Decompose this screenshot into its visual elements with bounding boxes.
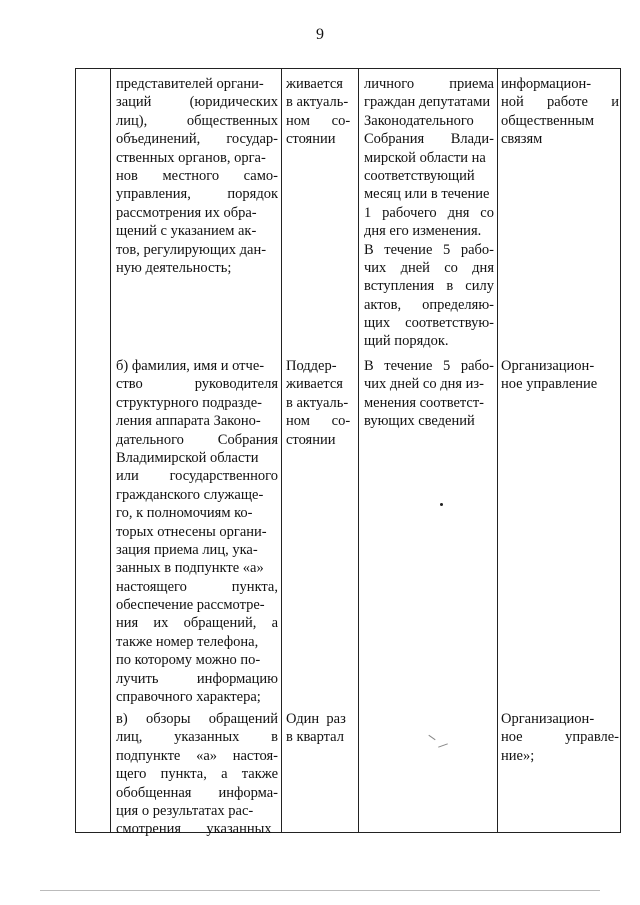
- cell-line: живается: [286, 76, 343, 92]
- cell-line: чих дней со дня: [364, 259, 494, 276]
- cell-line: настоящего пункта,: [116, 578, 278, 595]
- cell-line: граждан депутатами: [364, 94, 491, 111]
- cell-line: личного приема: [364, 76, 494, 92]
- cell-line: Владимирской области: [116, 449, 259, 466]
- cell-line: В течение 5 рабо-: [364, 241, 494, 258]
- column-divider: [281, 69, 282, 832]
- cell-line: ное управление: [501, 376, 598, 393]
- scan-smudge-mark: [438, 743, 448, 747]
- cell-line: чих дней со дня из-: [364, 376, 484, 393]
- cell-line: представителей органи-: [116, 76, 264, 92]
- page-number: 9: [316, 26, 324, 43]
- cell-line: справочного характера;: [116, 689, 261, 706]
- cell-line: стоянии: [286, 431, 336, 448]
- cell-line: Организацион-: [501, 711, 595, 727]
- cell-line: ственных органов, орга-: [116, 149, 266, 166]
- cell-line: В течение 5 рабо-: [364, 358, 494, 374]
- cell-line: структурного подразде-: [116, 394, 262, 411]
- cell-line: подпункте «а» настоя-: [116, 747, 278, 764]
- row1-col4-text: [501, 75, 619, 149]
- cell-line: го, к полномочиям ко-: [116, 505, 253, 522]
- cell-line: Собрания Влади-: [364, 131, 494, 148]
- cell-line: зация приема лиц, ука-: [116, 541, 258, 558]
- cell-line: вующих сведений: [364, 413, 475, 430]
- cell-line: вступления в силу: [364, 278, 494, 295]
- row2-col1-text: [116, 357, 278, 706]
- cell-line: объединений, государ-: [116, 131, 278, 148]
- cell-line: дательного Собрания: [116, 431, 278, 448]
- cell-line: стоянии: [286, 131, 336, 148]
- cell-line: живается: [286, 376, 343, 393]
- page-bottom-edge: [40, 890, 600, 891]
- cell-line: ное управле-: [501, 729, 619, 746]
- cell-line: тов, регулирующих дан-: [116, 241, 267, 258]
- cell-line: ние»;: [501, 747, 535, 764]
- row2-col3-text: [364, 357, 494, 431]
- cell-line: менения соответст-: [364, 394, 485, 411]
- cell-line: в актуаль-: [286, 394, 349, 411]
- cell-line: щего пункта, а также: [116, 766, 278, 783]
- cell-line: ления аппарата Законо-: [116, 413, 261, 430]
- cell-line: или государственного: [116, 468, 278, 485]
- cell-line: лиц, указанных в: [116, 729, 278, 746]
- cell-line: управления, порядок: [116, 186, 278, 203]
- cell-line: щих соответствую-: [364, 315, 494, 332]
- cell-line: связям: [501, 131, 543, 148]
- row1-col2-text: [286, 75, 356, 149]
- cell-line: торых отнесены органи-: [116, 523, 267, 540]
- cell-line: в актуаль-: [286, 94, 349, 111]
- column-divider: [110, 69, 111, 832]
- cell-line: актов, определяю-: [364, 296, 494, 313]
- cell-line: лиц), общественных: [116, 112, 278, 129]
- cell-line: общественным: [501, 112, 594, 129]
- cell-line: информацион-: [501, 76, 592, 92]
- cell-line: Законодательного: [364, 112, 474, 129]
- cell-line: заций (юридических: [116, 94, 278, 111]
- scan-smudge-mark: [428, 735, 435, 740]
- cell-line: 1 рабочего дня со: [364, 204, 494, 221]
- row3-col1-text: [116, 710, 278, 839]
- cell-line: б) фамилия, имя и отче-: [116, 358, 265, 374]
- row3-col4-text: [501, 710, 619, 765]
- row1-col3-text: [364, 75, 494, 351]
- cell-line: обобщенная информа-: [116, 784, 278, 801]
- cell-line: дня его изменения.: [364, 223, 482, 240]
- cell-line: ную деятельность;: [116, 259, 232, 276]
- cell-line: месяц или в течение: [364, 186, 490, 203]
- row1-col1-text: [116, 75, 278, 277]
- cell-line: смотрения указанных: [116, 821, 272, 838]
- cell-line: обеспечение рассмотре-: [116, 597, 265, 614]
- cell-line: Один раз: [286, 711, 346, 727]
- cell-line: в квартал: [286, 729, 344, 746]
- cell-line: ция о результатах рас-: [116, 802, 254, 819]
- cell-line: гражданского служаще-: [116, 486, 264, 503]
- cell-line: Организацион-: [501, 358, 595, 374]
- cell-line: ном со-: [286, 112, 351, 129]
- cell-line: ния их обращений, а: [116, 615, 278, 632]
- cell-line: мирской области на: [364, 149, 486, 166]
- row2-col4-text: [501, 357, 619, 394]
- cell-line: занных в подпункте «а»: [116, 560, 264, 577]
- cell-line: по которому можно по-: [116, 652, 261, 669]
- cell-line: лучить информацию: [116, 670, 278, 687]
- document-table: [75, 68, 621, 838]
- cell-line: нов местного само-: [116, 167, 278, 184]
- row3-col2-text: [286, 710, 356, 747]
- cell-line: щений с указанием ак-: [116, 223, 257, 240]
- cell-line: щий порядок.: [364, 333, 449, 350]
- cell-line: ство руководителя: [116, 376, 278, 393]
- cell-line: также номер телефона,: [116, 633, 259, 650]
- column-divider: [497, 69, 498, 832]
- cell-line: в) обзоры обращений: [116, 711, 278, 727]
- row2-col2-text: [286, 357, 356, 449]
- cell-line: соответствующий: [364, 167, 475, 184]
- scan-dot-mark: [440, 503, 443, 506]
- column-divider: [358, 69, 359, 832]
- cell-line: ной работе и: [501, 94, 619, 111]
- cell-line: Поддер-: [286, 358, 337, 374]
- cell-line: ном со-: [286, 413, 351, 430]
- cell-line: рассмотрения их обра-: [116, 204, 257, 221]
